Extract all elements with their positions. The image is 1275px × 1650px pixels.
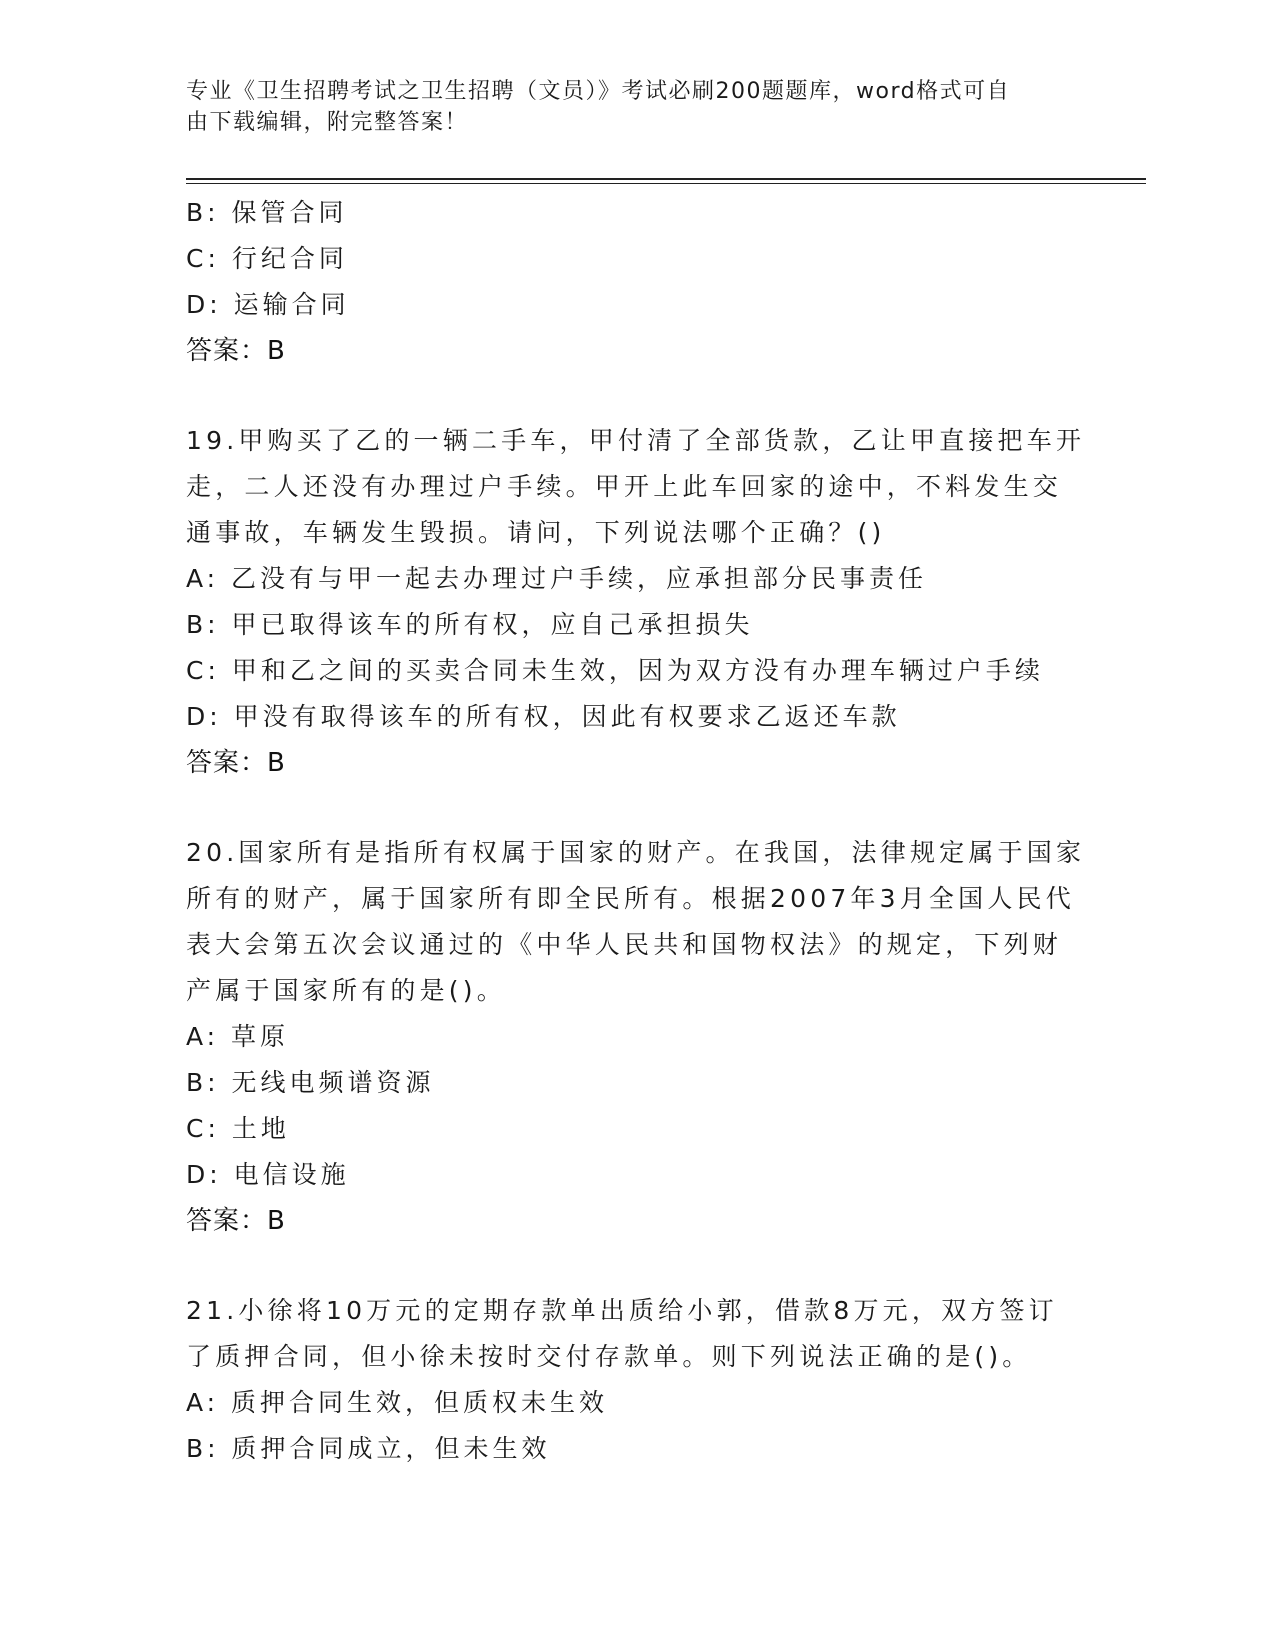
- option-c: C: 行纪合同: [186, 244, 348, 273]
- stem-line: 19.甲购买了乙的一辆二手车，甲付清了全部货款，乙让甲直接把车开: [186, 426, 1086, 455]
- option-d: D: 甲没有取得该车的所有权，因此有权要求乙返还车款: [186, 702, 901, 731]
- question-20-answer: 答案：B: [186, 1206, 286, 1236]
- question-18-answer: 答案：B: [186, 336, 286, 366]
- document-body: [186, 190, 1086, 1472]
- stem-line: 走，二人还没有办理过户手续。甲开上此车回家的途中，不料发生交: [186, 472, 1063, 501]
- question-20-stem: [186, 830, 1086, 1014]
- question-18-options: [186, 190, 1086, 328]
- question-19-options: [186, 556, 1086, 740]
- option-a: A: 草原: [186, 1022, 290, 1051]
- header-divider-thin: [186, 183, 1146, 184]
- spacer: [186, 1244, 1086, 1288]
- question-19-stem: [186, 418, 1086, 556]
- page-header: [186, 76, 1066, 138]
- option-c: C: 甲和乙之间的买卖合同未生效，因为双方没有办理车辆过户手续: [186, 656, 1044, 685]
- question-21-options: [186, 1380, 1086, 1472]
- stem-line: 通事故，车辆发生毁损。请问，下列说法哪个正确？(): [186, 518, 886, 547]
- spacer: [186, 374, 1086, 418]
- header-line: 专业《卫生招聘考试之卫生招聘（文员）》考试必刷200题题库，word格式可自: [186, 79, 1011, 104]
- option-a: A: 乙没有与甲一起去办理过户手续，应承担部分民事责任: [186, 564, 928, 593]
- option-d: D: 运输合同: [186, 290, 350, 319]
- spacer: [186, 786, 1086, 830]
- stem-line: 21.小徐将10万元的定期存款单出质给小郭，借款8万元，双方签订: [186, 1296, 1058, 1325]
- question-19-answer: 答案：B: [186, 748, 286, 778]
- option-a: A: 质押合同生效，但质权未生效: [186, 1388, 609, 1417]
- option-d: D: 电信设施: [186, 1160, 350, 1189]
- stem-line: 表大会第五次会议通过的《中华人民共和国物权法》的规定，下列财: [186, 930, 1063, 959]
- option-c: C: 土地: [186, 1114, 290, 1143]
- option-b: B: 质押合同成立，但未生效: [186, 1434, 551, 1463]
- question-21-stem: [186, 1288, 1086, 1380]
- option-b: B: 保管合同: [186, 198, 348, 227]
- header-line: 由下载编辑，附完整答案！: [186, 110, 469, 135]
- header-divider-thick: [186, 178, 1146, 180]
- stem-line: 产属于国家所有的是()。: [186, 976, 506, 1005]
- option-b: B: 无线电频谱资源: [186, 1068, 435, 1097]
- stem-line: 所有的财产，属于国家所有即全民所有。根据2007年3月全国人民代: [186, 884, 1075, 913]
- question-20-options: [186, 1014, 1086, 1198]
- stem-line: 20.国家所有是指所有权属于国家的财产。在我国，法律规定属于国家: [186, 838, 1086, 867]
- stem-line: 了质押合同，但小徐未按时交付存款单。则下列说法正确的是()。: [186, 1342, 1032, 1371]
- option-b: B: 甲已取得该车的所有权，应自己承担损失: [186, 610, 754, 639]
